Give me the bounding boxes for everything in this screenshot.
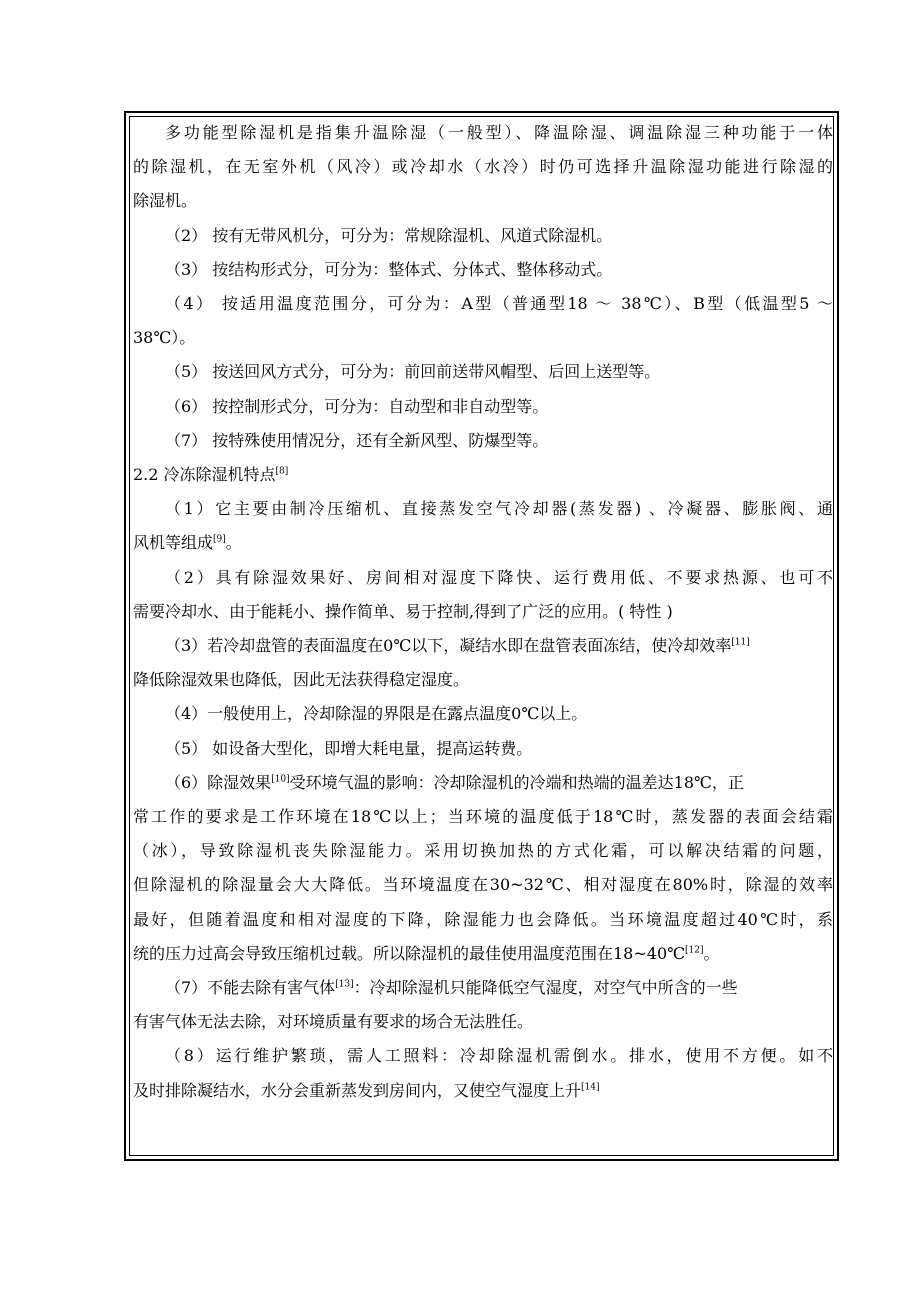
text-line — [165, 704, 833, 724]
line-text: （5） 如设备大型化，即增大耗电量，提高运转费。 — [165, 738, 533, 758]
line-text: 但除湿机的除湿量会大大降低。当环境温度在30~32℃、相对湿度在80%时，除湿的效率 — [133, 875, 833, 895]
line-text: （2） 按有无带风机分，可分为：常规除湿机、风道式除湿机。 — [165, 225, 613, 245]
text-line — [165, 397, 833, 417]
text-line — [165, 226, 833, 246]
line-text: 有害气体无法去除，对环境质量有要求的场合无法胜任。 — [133, 1012, 534, 1032]
text-line — [165, 636, 833, 656]
text-line — [165, 773, 833, 793]
text-line — [165, 431, 833, 451]
line-text: 统的压力过高会导致压缩机过载。所以除湿机的最佳使用温度范围在18~40℃ — [133, 943, 686, 963]
line-text: 降低除湿效果也降低，因此无法获得稳定湿度。 — [133, 670, 470, 690]
citation-superscript: [9] — [213, 535, 226, 546]
line-text: 需要冷却水、由于能耗小、操作简单、易于控制,得到了广泛的应用。( 特性 ) — [133, 601, 673, 621]
text-line — [133, 1081, 833, 1101]
line-text: （6） 按控制形式分，可分为：自动型和非自动型等。 — [165, 396, 549, 416]
line-text: （4）一般使用上，冷却除湿的界限是在露点温度0℃以上。 — [165, 704, 588, 724]
text-line — [165, 260, 833, 280]
line-text: （3） 按结构形式分，可分为：整体式、分体式、整体移动式。 — [165, 259, 613, 279]
line-text: 2.2 冷冻除湿机特点 — [133, 465, 276, 484]
text-line — [165, 739, 833, 759]
text-line — [133, 191, 833, 211]
line-text: （6）除湿效果 — [165, 772, 272, 792]
text-line — [133, 602, 833, 622]
line-text-continuation: 。 — [225, 533, 242, 553]
text-line — [133, 533, 833, 553]
text-line — [133, 807, 833, 827]
line-text: 及时排除凝结水，水分会重新蒸发到房间内，又使空气湿度上升 — [133, 1080, 582, 1100]
line-text: 的除湿机，在无室外机（风冷）或冷却水（水冷）时仍可选择升温除湿功能进行除湿的 — [133, 157, 833, 177]
text-line — [165, 978, 833, 998]
line-text: （2）具有除湿效果好、房间相对湿度下降快、运行费用低、不要求热源、也可不 — [165, 567, 833, 587]
citation-superscript: [10] — [271, 774, 290, 785]
text-line — [133, 944, 833, 964]
citation-superscript: [14] — [581, 1082, 600, 1093]
text-line — [165, 568, 833, 588]
line-text-continuation: 受环境气温的影响：冷却除湿机的冷端和热端的温差达18℃，正 — [289, 772, 744, 792]
text-line — [133, 465, 833, 485]
line-text: 多功能型除湿机是指集升温除湿（一般型）、降温除湿、调温除湿三种功能于一体 — [165, 123, 833, 142]
citation-superscript: [8] — [275, 466, 289, 477]
text-line — [133, 1012, 833, 1032]
text-line — [133, 910, 833, 930]
text-line — [165, 123, 833, 143]
line-text: （冰），导致除湿机丧失除湿能力。采用切换加热的方式化霜，可以解决结霜的问题， — [133, 841, 833, 861]
line-text-continuation: 。 — [703, 943, 720, 963]
line-text: （1）它主要由制冷压缩机、直接蒸发空气冷却器(蒸发器) 、冷凝器、膨胀阀、通 — [165, 499, 833, 519]
line-text: 38℃）。 — [133, 328, 196, 348]
line-text: 除湿机。 — [133, 191, 198, 211]
line-text: （8）运行维护繁琐，需人工照料：冷却除湿机需倒水。排水，使用不方便。如不 — [165, 1046, 833, 1066]
text-line — [165, 499, 833, 519]
text-line — [165, 362, 833, 382]
citation-superscript: [11] — [731, 637, 750, 648]
line-text: （7）不能去除有害气体 — [165, 978, 336, 997]
citation-superscript: [12] — [685, 945, 704, 956]
text-line — [133, 841, 833, 861]
line-text: 常工作的要求是工作环境在18℃以上；当环境的温度低于18℃时，蒸发器的表面会结霜 — [133, 807, 833, 826]
citation-superscript: [13] — [335, 979, 354, 990]
line-text: （7） 按特殊使用情况分，还有全新风型、防爆型等。 — [165, 430, 549, 450]
text-line — [133, 328, 833, 348]
line-text: 风机等组成 — [133, 533, 214, 553]
text-line — [133, 875, 833, 895]
text-line — [133, 157, 833, 177]
text-line — [133, 670, 833, 690]
line-text-continuation: ：冷却除湿机只能降低空气湿度，对空气中所含的一些 — [353, 978, 738, 997]
line-text: 最好，但随着温度和相对湿度的下降，除湿能力也会降低。当环境温度超过40℃时，系 — [133, 909, 833, 929]
line-text: （5） 按送回风方式分，可分为：前回前送带风帽型、后回上送型等。 — [165, 362, 661, 382]
text-line — [165, 294, 833, 314]
text-line — [165, 1046, 833, 1066]
line-text: （3）若冷却盘管的表面温度在0℃以下，凝结水即在盘管表面冻结，使冷却效率 — [165, 636, 732, 655]
line-text: （4） 按适用温度范围分，可分为：A型（普通型18 ～ 38℃）、B型（低温型5 ～ — [165, 294, 833, 313]
